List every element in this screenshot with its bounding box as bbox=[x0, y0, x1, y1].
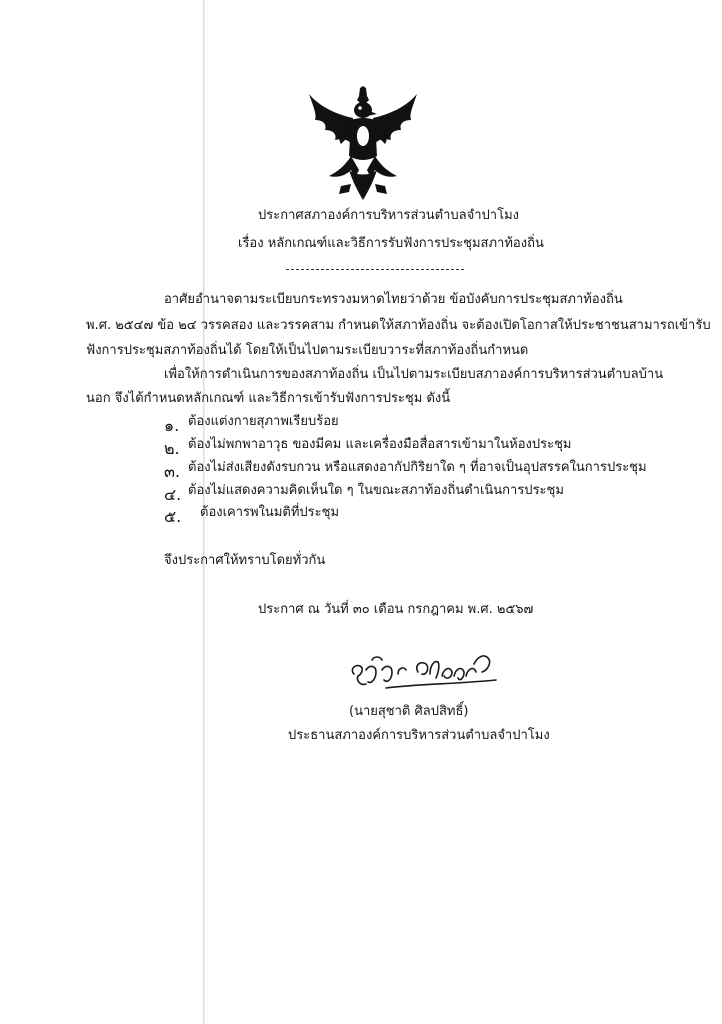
para2-line1: เพื่อให้การดำเนินการของสภาท้องถิ่น เป็นไปตามระเบียบสภาองค์การบริหารส่วนตำบลบ้าน bbox=[164, 367, 664, 382]
closing-line: จึงประกาศให้ทราบโดยทั่วกัน bbox=[164, 553, 326, 568]
list-item bbox=[164, 483, 684, 504]
garuda-emblem-icon bbox=[305, 86, 421, 204]
list-item-number: ๕. bbox=[164, 507, 182, 526]
list-item-number: ๒. bbox=[164, 439, 180, 458]
signatory-position: ประธานสภาองค์การบริหารส่วนตำบลจำปาโมง bbox=[288, 728, 550, 743]
announcement-subject-line: เรื่อง หลักเกณฑ์และวิธีการรับฟังการประชุมสภาท้องถิ่น bbox=[238, 236, 544, 251]
list-item-number: ๔. bbox=[164, 485, 182, 504]
list-item-text: ต้องไม่พกพาอาวุธ ของมีคม และเครื่องมือสื่อสารเข้ามาในห้องประชุม bbox=[188, 437, 572, 452]
list-item-number: ๑. bbox=[164, 416, 180, 435]
para1-line1: อาศัยอำนาจตามระเบียบกระทรวงมหาดไทยว่าด้วย ข้อบังคับการประชุมสภาท้องถิ่น bbox=[164, 292, 623, 307]
announcement-org-line: ประกาศสภาองค์การบริหารส่วนตำบลจำปาโมง bbox=[258, 208, 519, 223]
date-line: ประกาศ ณ วันที่ ๓๐ เดือน กรกฎาคม พ.ศ. ๒๕๖๗ bbox=[258, 602, 534, 617]
list-item bbox=[164, 505, 684, 526]
list-item-text: ต้องเคารพในมติที่ประชุม bbox=[200, 505, 340, 520]
list-item-text: ต้องไม่ส่งเสียงดังรบกวน หรือแสดงอากัปกิริยาใด ๆ ที่อาจเป็นอุปสรรคในการประชุม bbox=[188, 460, 647, 475]
signatory-name: (นายสุชาติ ศิลปสิทธิ์) bbox=[349, 704, 469, 719]
list-item bbox=[164, 414, 684, 435]
separator-line bbox=[286, 269, 464, 270]
list-item-text: ต้องไม่แสดงความคิดเห็นใด ๆ ในขณะสภาท้องถิ่นดำเนินการประชุม bbox=[188, 483, 564, 498]
para1-line2: พ.ศ. ๒๕๔๗ ข้อ ๒๔ วรรคสอง และวรรคสาม กำหนดให้สภาท้องถิ่น จะต้องเปิดโอกาสให้ประชาชนสามารถเข้ารับ bbox=[86, 318, 711, 333]
list-item bbox=[164, 437, 684, 458]
list-item-number: ๓. bbox=[164, 462, 181, 481]
para2-line2: นอก จึงได้กำหนดหลักเกณฑ์ และวิธีการเข้ารับฟังการประชุม ดังนี้ bbox=[86, 391, 451, 406]
handwritten-signature bbox=[346, 650, 506, 696]
list-item bbox=[164, 460, 684, 481]
para1-line3: ฟังการประชุมสภาท้องถิ่นได้ โดยให้เป็นไปตามระเบียบวาระที่สภาท้องถิ่นกำหนด bbox=[86, 343, 529, 358]
list-item-text: ต้องแต่งกายสุภาพเรียบร้อย bbox=[188, 414, 339, 429]
